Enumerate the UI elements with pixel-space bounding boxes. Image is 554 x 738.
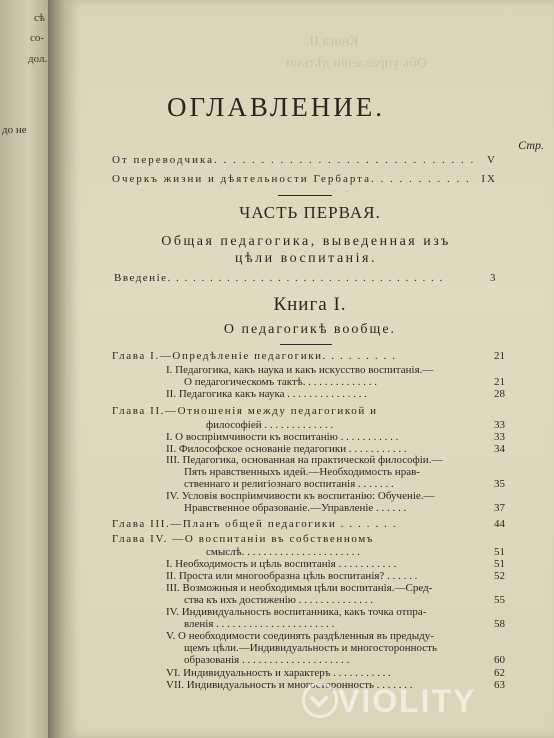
toc-line-page: 51 — [494, 558, 505, 570]
toc-section-line — [166, 558, 505, 570]
toc-entry-label: Очеркъ жизни и дѣятельности Гербарта — [112, 173, 372, 185]
toc-line-text: IV. Индивидуальность воспитанника, какъ точка отпра- — [166, 606, 427, 618]
bleed-through-text: Объ управленіи дѣтьми — [286, 56, 427, 71]
toc-line-text: Глава I.—Опредѣленіе педагогики. . . . . . . . . — [112, 350, 397, 362]
toc-section-line — [166, 388, 505, 400]
toc-line-page: 58 — [494, 618, 505, 630]
toc-section-line — [166, 431, 505, 443]
toc-line-text: Нравственное образованіе.—Управленіе . . . . . . — [184, 502, 407, 514]
toc-section-line — [184, 376, 505, 388]
toc-section-line — [184, 594, 505, 606]
page-column-label: Стр. — [518, 138, 544, 152]
toc-chapter-line — [112, 350, 505, 362]
toc-section-line — [166, 630, 505, 642]
toc-section-line — [184, 654, 505, 666]
toc-section-line — [166, 582, 505, 594]
toc-line-text: ственнаго и религіознаго воспитанія . . . . . . . — [184, 478, 394, 490]
part-subtitle: цѣли воспитанія. — [235, 251, 377, 266]
toc-line-page: 60 — [494, 654, 505, 666]
toc-line-text: О педагогическомъ тактѣ. . . . . . . . . . . . . . — [184, 376, 378, 388]
toc-line-text: вленія . . . . . . . . . . . . . . . . . . . . . . — [184, 618, 335, 630]
toc-line-page: 33 — [494, 419, 505, 431]
toc-line-page: 28 — [494, 388, 505, 400]
page-title: ОГЛАВЛЕНИЕ. — [167, 92, 385, 122]
toc-line-text: VII. Индивидуальность и многосторонность . . . . . . . — [166, 679, 413, 691]
divider-rule — [278, 195, 332, 196]
toc-line-text: III. Возможныя и необходимыя цѣли воспитанія.—Сред- — [166, 582, 433, 594]
toc-line-text: ства къ ихъ достиженію . . . . . . . . . . . . . . — [184, 594, 374, 606]
toc-section-line — [184, 502, 505, 514]
toc-entry-page: IX — [481, 173, 497, 185]
toc-line-page: 51 — [494, 546, 505, 558]
toc-line-page: 44 — [494, 518, 505, 530]
toc-line-page: 21 — [494, 376, 505, 388]
toc-line-text: смыслѣ. . . . . . . . . . . . . . . . . . . . . . — [206, 546, 360, 558]
toc-section-line — [166, 606, 505, 618]
watermark-logo-icon — [302, 682, 338, 718]
part-title: ЧАСТЬ ПЕРВАЯ. — [239, 203, 381, 222]
toc-line-text: V. О необходимости соединять раздѣленныя въ предыду- — [166, 630, 434, 642]
book-title: Книга I. — [273, 294, 347, 315]
toc-line-page: 34 — [494, 443, 505, 455]
toc-leader-dots: . . . . . . . . . . . . . . . . . . . . . . . . . . . . — [214, 154, 476, 166]
toc-line-page: 35 — [494, 478, 505, 490]
toc-front-entry — [112, 173, 497, 185]
left-page-fragment: со- — [30, 32, 45, 44]
toc-leader-dots: . . . . . . . . . . . . . . . . . . . . . . . . . . . . . . . . . — [167, 272, 444, 284]
toc-section-line — [166, 667, 505, 679]
toc-line-text: IV. Условія воспріимчивости къ воспитанію: Обученіе.— — [166, 490, 435, 502]
toc-line-page: 63 — [494, 679, 505, 691]
toc-line-text: I. Педагогика, какъ наука и какъ искусство воспитанія.— — [166, 364, 434, 376]
toc-line-text: Глава III.—Планъ общей педагогики . . . . . . . — [112, 518, 398, 530]
toc-chapter-line — [112, 405, 505, 417]
left-page-fragment: дол. — [28, 53, 48, 65]
toc-line-text: III. Педагогика, основанная на практической философіи.— — [166, 454, 443, 466]
toc-line-text: образованія . . . . . . . . . . . . . . . . . . . . — [184, 654, 350, 666]
book-subtitle: О педагогикѣ вообще. — [223, 322, 397, 337]
toc-line-text: I. О воспріимчивости къ воспитанію . . . . . . . . . . . — [166, 431, 399, 443]
toc-section-line — [166, 570, 505, 582]
toc-line-page: 62 — [494, 667, 505, 679]
toc-line-text: II. Педагогика какъ наука . . . . . . . . . . . . . . . — [166, 388, 368, 400]
toc-line-page: 55 — [494, 594, 505, 606]
left-page-fragment: сѣ — [34, 12, 45, 24]
left-page-fragment: до не — [2, 124, 27, 136]
toc-section-line — [184, 466, 505, 478]
toc-line-page: 33 — [494, 431, 505, 443]
toc-leader-dots: . . . . . . . . . . . — [371, 173, 471, 185]
book-gutter — [48, 0, 68, 738]
toc-section-line — [166, 364, 505, 376]
bleed-through-text: Книга II. — [306, 34, 359, 49]
toc-entry-label: Введеніе — [114, 272, 168, 284]
toc-section-line — [206, 546, 505, 558]
toc-section-line — [184, 478, 505, 490]
toc-line-text: Глава IV. —О воспитаніи въ собственномъ — [112, 533, 375, 545]
toc-intro-entry — [114, 272, 497, 284]
toc-entry-page: V — [487, 154, 497, 166]
toc-section-line — [184, 642, 505, 654]
toc-line-text: II. Философское основаніе педагогики . . . . . . . . . . . — [166, 443, 407, 455]
toc-entry-label: От переводчика — [112, 154, 215, 166]
toc-line-text: II. Проста или многообразна цѣль воспитанія? . . . . . . — [166, 570, 418, 582]
toc-entry-page: 3 — [490, 272, 497, 284]
toc-chapter-line — [112, 518, 505, 530]
toc-line-text: I. Необходимость и цѣль воспитанія . . . . . . . . . . . — [166, 558, 397, 570]
toc-line-text: философіей . . . . . . . . . . . . . — [206, 419, 334, 431]
toc-line-text: Пять нравственныхъ идей.—Необходимость нрав- — [184, 466, 420, 478]
toc-section-line — [184, 618, 505, 630]
toc-section-line — [166, 490, 505, 502]
part-subtitle: Общая педагогика, выведенная изъ — [161, 234, 451, 249]
watermark: VIOLITY — [338, 683, 477, 719]
toc-line-page: 21 — [494, 350, 505, 362]
toc-line-text: VI. Индивидуальность и характеръ . . . . . . . . . . . — [166, 667, 391, 679]
toc-front-entry — [112, 154, 497, 166]
book-page — [66, 0, 554, 738]
divider-rule — [280, 344, 332, 345]
toc-line-text: щемъ цѣли.—Индивидуальность и многосторонность — [184, 642, 437, 654]
toc-line-page: 37 — [494, 502, 505, 514]
left-page-edge — [0, 0, 48, 738]
toc-section-line — [166, 454, 505, 466]
toc-chapter-line — [112, 533, 505, 545]
toc-section-line — [206, 419, 505, 431]
toc-line-page: 52 — [494, 570, 505, 582]
toc-line-text: Глава II.—Отношенія между педагогикой и — [112, 405, 378, 417]
